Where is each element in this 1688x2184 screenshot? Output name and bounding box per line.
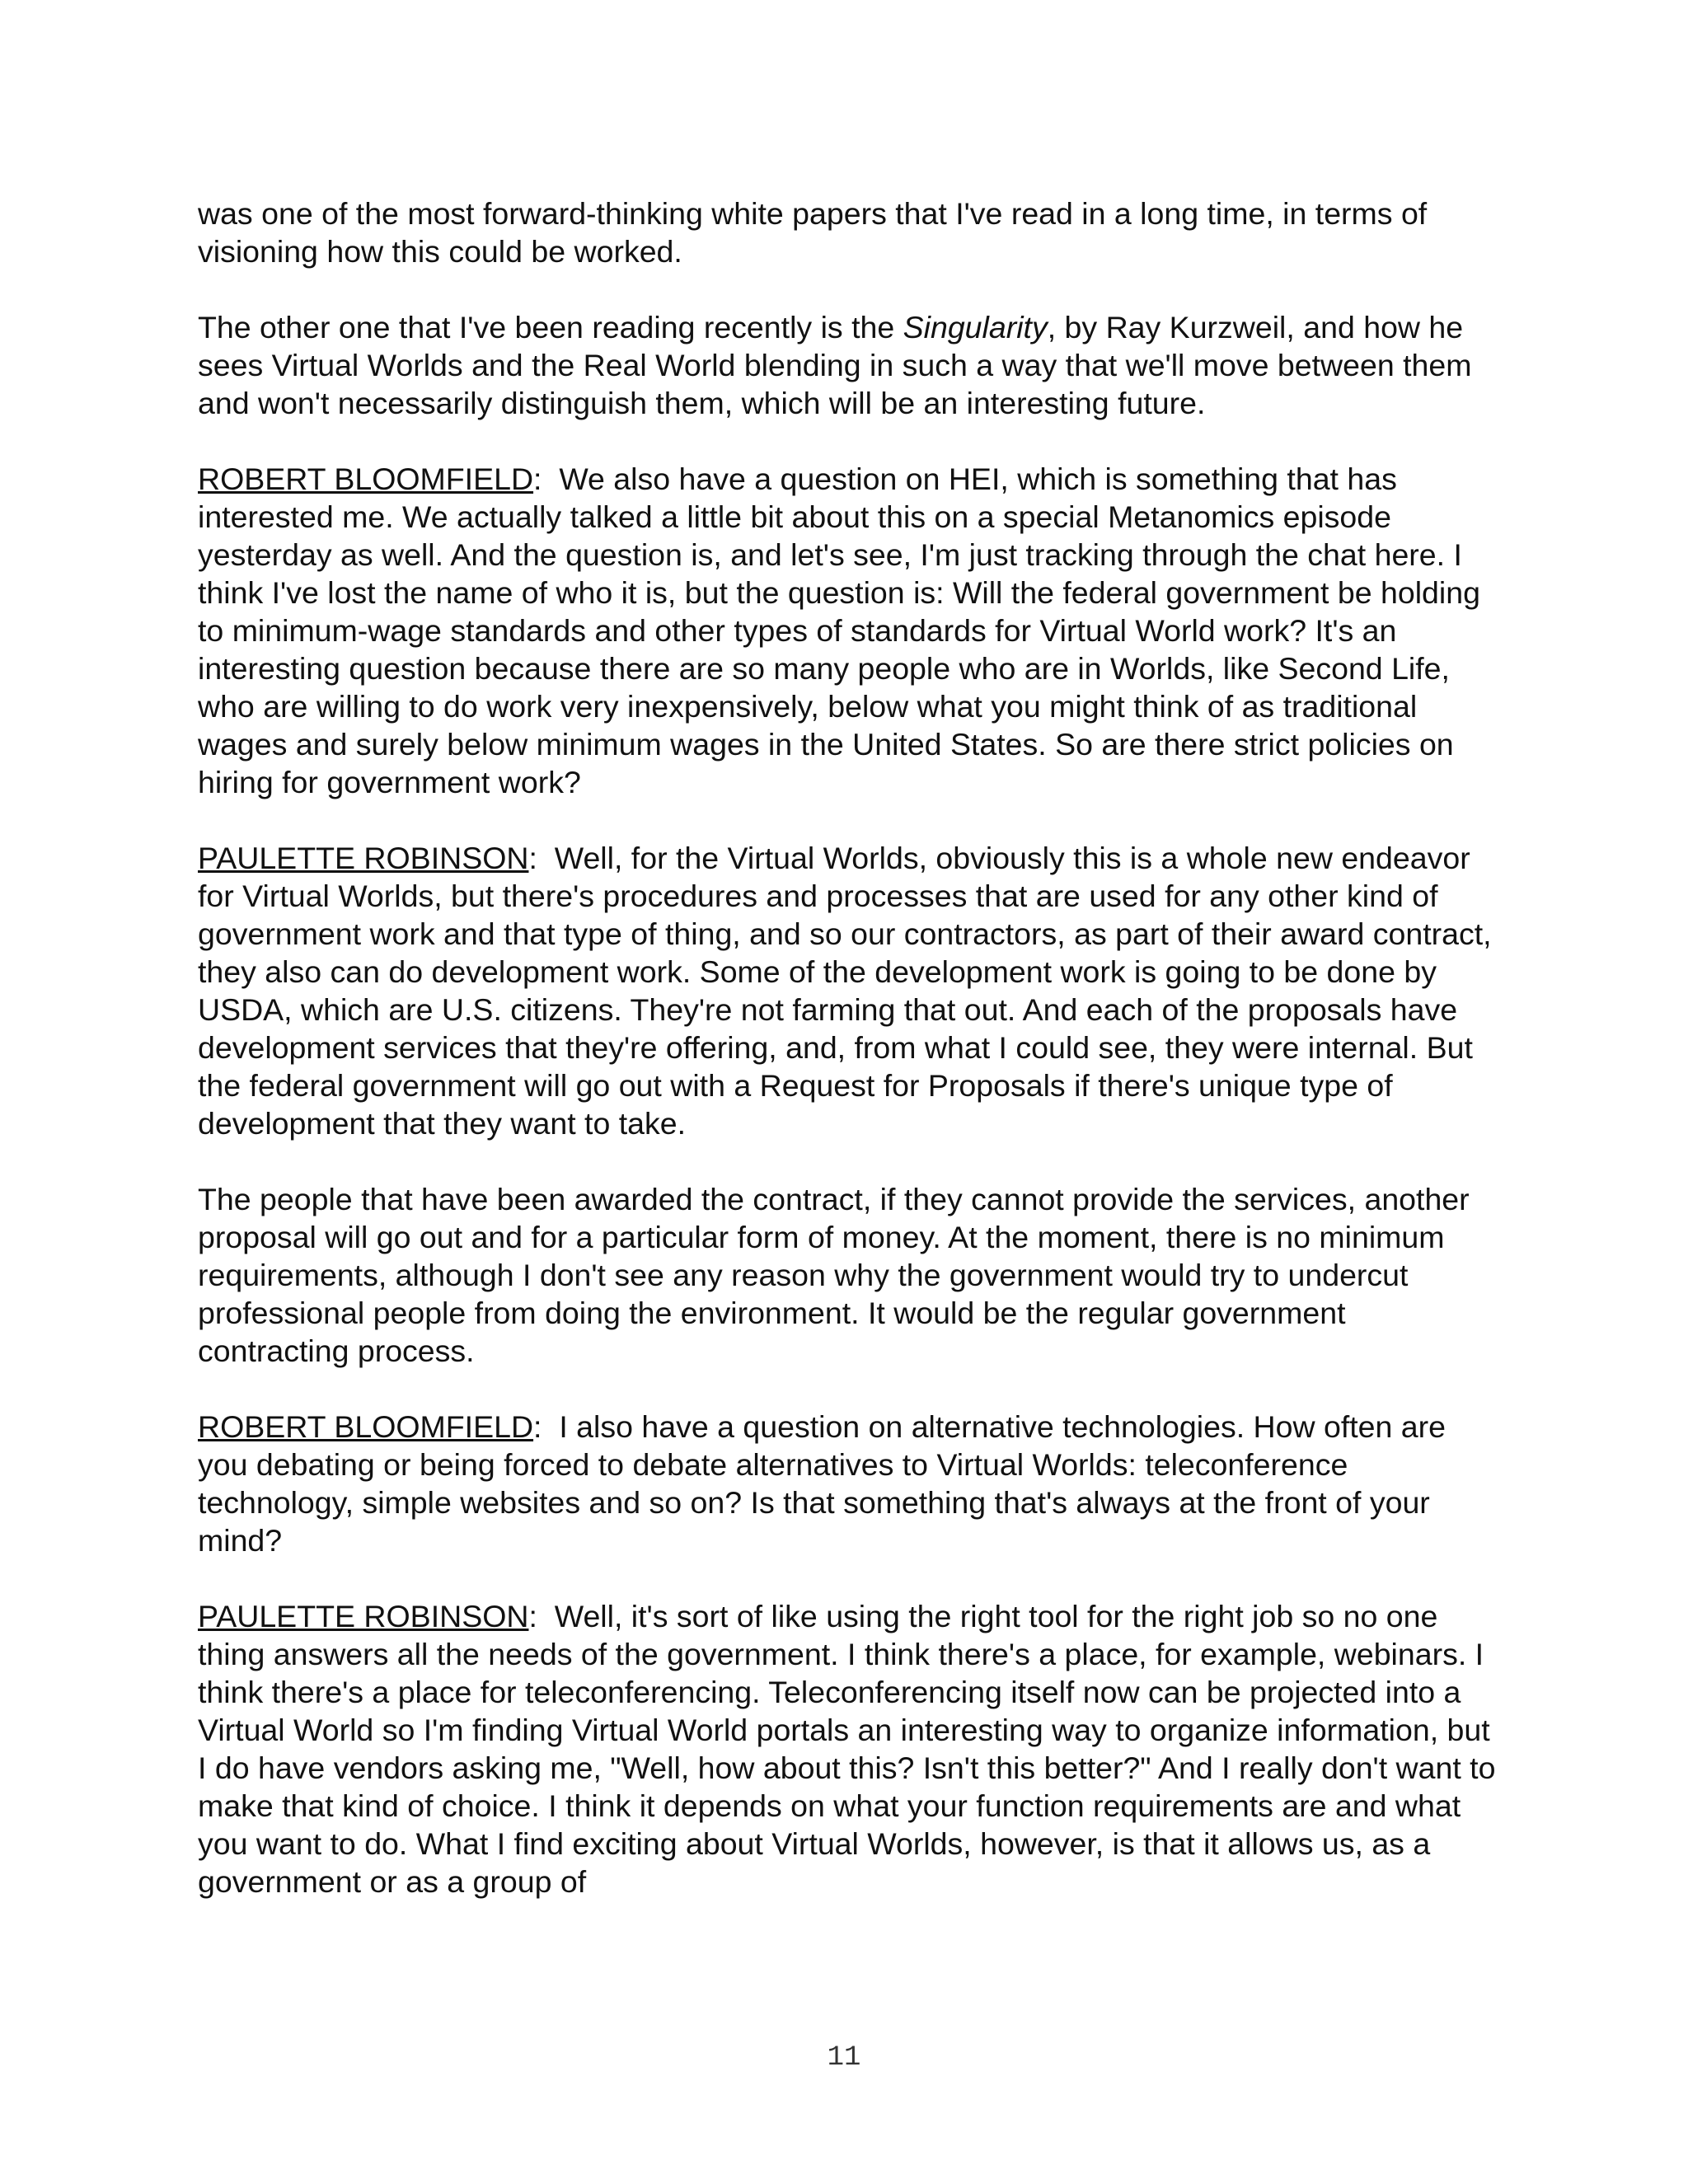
speaker-name: PAULETTE ROBINSON bbox=[198, 1599, 529, 1633]
paragraph-text: was one of the most forward-thinking white papers that I've read in a long time, in terms of visioning how this could be worked. bbox=[198, 196, 1428, 269]
speaker-name: ROBERT BLOOMFIELD bbox=[198, 462, 534, 496]
paragraph-4: PAULETTE ROBINSON: Well, for the Virtual Worlds, obviously this is a whole new endeavor for Virtual Worlds, but there's procedures and processes that are used for any other kind of government work and that type of thing, and so our contractors, as part of their award contract, they also can do development work. Some of the development work is going to be done by USDA, which are U.S. citizens. They're not farming that out. And each of the proposals have development services that they're offering, and, from what I could see, they were internal. But the federal government will go out with a Request for Proposals if there's unique type of development that they want to take. bbox=[198, 841, 1492, 1141]
paragraph-6: ROBERT BLOOMFIELD: I also have a question on alternative technologies. How often are you debating or being forced to debate alternatives to Virtual Worlds: teleconference technology, simple websites and so on? Is that something that's always at the front of your mind? bbox=[198, 1409, 1447, 1558]
paragraph-text: Well, for the Virtual Worlds, obviously this is a whole new endeavor for Virtual Worlds, but there's procedures and processes that are used for any other kind of government work and that type of thing, and so our contractors, as part of their award contract, they also can do development work. Some of the development work is going to be done by USDA, which are U.S. citizens. They're not farming that out. And each of the proposals have development services that they're offering, and, from what I could see, they were internal. But the federal government will go out with a Request for Proposals if there's unique type of development that they want to take. bbox=[198, 841, 1492, 1141]
paragraph-text: We also have a question on HEI, which is something that has interested me. We actually talked a little bit about this on a special Metanomics episode yesterday as well. And the question is, and let's see, I'm just tracking through the chat here. I think I've lost the name of who it is, but the question is: Will the federal government be holding to minimum-wage standards and other types of standards for Virtual World work? It's an interesting question because there are so many people who are in Worlds, like Second Life, who are willing to do work very inexpensively, below what you might think of as traditional wages and surely below minimum wages in the United States. So are there strict policies on hiring for government work? bbox=[198, 462, 1480, 799]
paragraph-7: PAULETTE ROBINSON: Well, it's sort of like using the right tool for the right job so no one thing answers all the needs of the government. I think there's a place, for example, webinars. I think there's a place for teleconferencing. Teleconferencing itself now can be projected into a Virtual World so I'm finding Virtual World portals an interesting way to organize information, but I do have vendors asking me, "Well, how about this? Isn't this better?" And I really don't want to make that kind of choice. I think it depends on what your function requirements are and what you want to do. What I find exciting about Virtual Worlds, however, is that it allows us, as a government or as a group of bbox=[198, 1599, 1496, 1899]
paragraph-text: The people that have been awarded the contract, if they cannot provide the services, another proposal will go out and for a particular form of money. At the moment, there is no minimum requirements, although I don't see any reason why the government would try to undercut professional people from doing the environment. It would be the regular government contracting process. bbox=[198, 1182, 1470, 1368]
speaker-name: ROBERT BLOOMFIELD bbox=[198, 1409, 534, 1444]
paragraph-text: Well, it's sort of like using the right tool for the right job so no one thing answers all the needs of the government. I think there's a place, for example, webinars. I think there's a place for teleconferencing. Teleconferencing itself now can be projected into a Virtual World so I'm finding Virtual World portals an interesting way to organize information, but I do have vendors asking me, "Well, how about this? Isn't this better?" And I really don't want to make that kind of choice. I think it depends on what your function requirements are and what you want to do. What I find exciting about Virtual Worlds, however, is that it allows us, as a government or as a group of bbox=[198, 1599, 1496, 1899]
paragraph-5 bbox=[198, 1180, 1500, 1370]
paragraph-1 bbox=[198, 194, 1500, 270]
page-number: 11 bbox=[827, 2042, 861, 2074]
book-title-italic: Singularity bbox=[903, 310, 1048, 344]
paragraph-3: ROBERT BLOOMFIELD: We also have a question on HEI, which is something that has interested me. We actually talked a little bit about this on a special Metanomics episode yesterday as well. And the question is, and let's see, I'm just tracking through the chat here. I think I've lost the name of who it is, but the question is: Will the federal government be holding to minimum-wage standards and other types of standards for Virtual World work? It's an interesting question because there are so many people who are in Worlds, like Second Life, who are willing to do work very inexpensively, below what you might think of as traditional wages and surely below minimum wages in the United States. So are there strict policies on hiring for government work? bbox=[198, 462, 1480, 799]
transcript-body bbox=[198, 194, 1500, 1938]
paragraph-2 bbox=[198, 308, 1500, 422]
speaker-name: PAULETTE ROBINSON bbox=[198, 841, 529, 875]
paragraph-text-after: , by Ray Kurzweil, and how he sees Virtual Worlds and the Real World blending in such a way that we'll move between them and won't necessarily distinguish them, which will be an interesting future. bbox=[198, 310, 1472, 420]
paragraph-text-before: The other one that I've been reading recently is the bbox=[198, 310, 903, 344]
paragraph-text: I also have a question on alternative technologies. How often are you debating or being forced to debate alternatives to Virtual Worlds: teleconference technology, simple websites and so on? Is that something that's always at the front of your mind? bbox=[198, 1409, 1447, 1558]
